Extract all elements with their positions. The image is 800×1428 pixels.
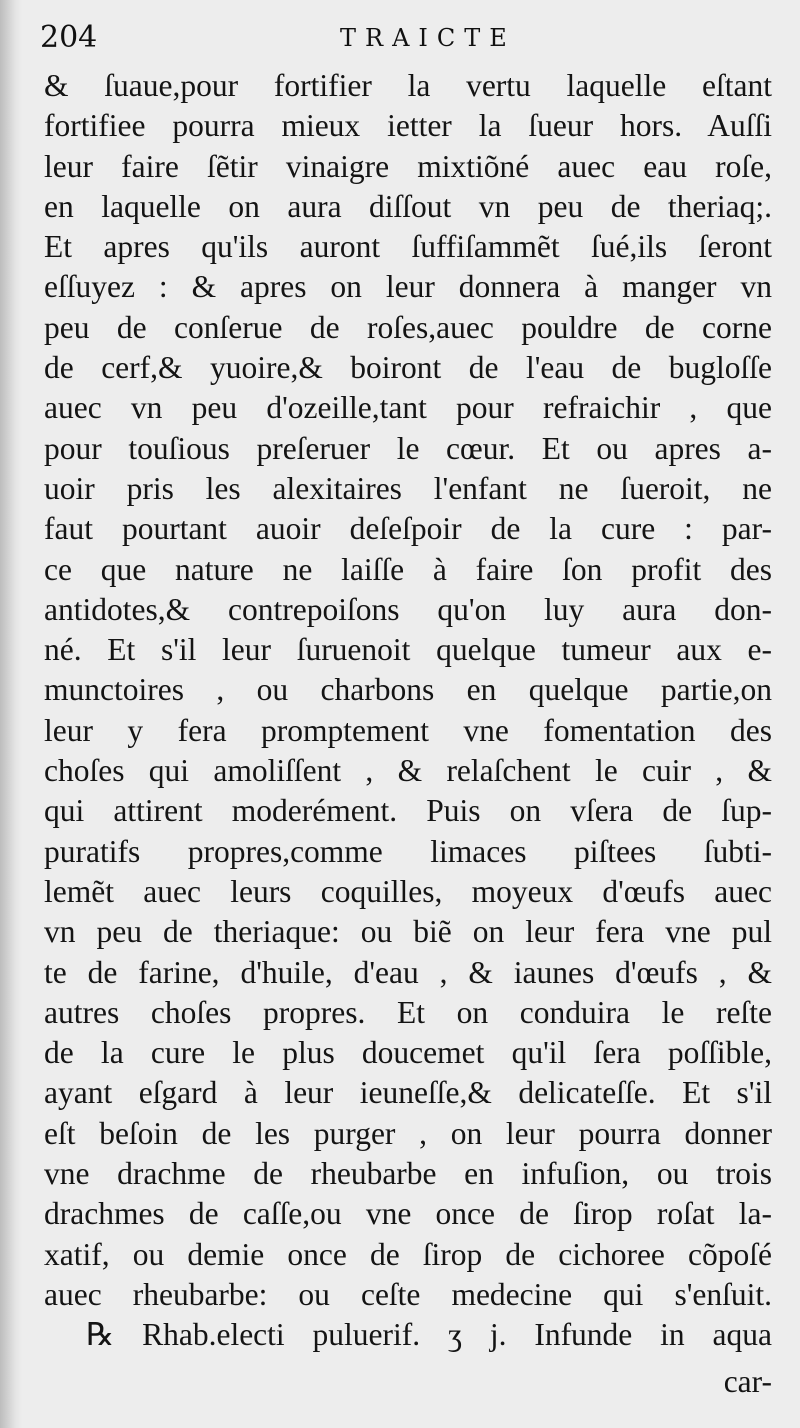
text-line: Et apres qu'ils auront ſuffiſammẽt ſué,ils ſeront	[44, 229, 772, 265]
text-line: choſes qui amoliſſent , & relaſchent le cuir , &	[44, 753, 772, 789]
text-line: uoir pris les alexitaires l'enfant ne ſueroit, ne	[44, 470, 772, 506]
running-head: TRAICTE	[340, 24, 516, 52]
text-line: te de farine, d'huile, d'eau , & iaunes d'œufs , &	[44, 954, 772, 990]
page-header	[40, 18, 780, 58]
page-number: 204	[40, 20, 98, 55]
recipe-line: ℞ Rhab.electi puluerif. ʒ j. Infunde in aqua	[86, 1317, 772, 1353]
body-text	[44, 66, 772, 1402]
text-line: auec vn peu d'ozeille,tant pour refraichir , que	[44, 390, 772, 426]
text-line: ce que nature ne laiſſe à faire ſon profit des	[44, 551, 772, 587]
text-line: pour touſious preſeruer le cœur. Et ou apres a-	[44, 430, 772, 466]
text-line: lemẽt auec leurs coquilles, moyeux d'œufs auec	[44, 873, 772, 909]
text-line: drachmes de caſſe,ou vne once de ſirop roſat la-	[44, 1196, 772, 1232]
text-line: munctoires , ou charbons en quelque partie,on	[44, 672, 772, 708]
text-line: leur faire ſẽtir vinaigre mixtiõné auec eau roſe,	[44, 148, 772, 184]
text-line: eſſuyez : & apres on leur donnera à manger vn	[44, 269, 772, 305]
text-line: qui attirent moderément. Puis on vſera de ſup-	[44, 793, 772, 829]
text-line: fortifiee pourra mieux ietter la ſueur hors. Auſſi	[44, 108, 772, 144]
text-line: né. Et s'il leur ſuruenoit quelque tumeur aux e-	[44, 632, 772, 668]
text-line: ayant eſgard à leur ieuneſſe,& delicateſſe. Et s'il	[44, 1075, 772, 1111]
page-gutter-edge	[0, 0, 22, 1428]
text-line: de cerf,& yuoire,& boiront de l'eau de bugloſſe	[44, 350, 772, 386]
text-line: auec rheubarbe: ou ceſte medecine qui s'enſuit.	[44, 1276, 772, 1312]
text-line: vn peu de theriaque: ou biẽ on leur fera vne pul	[44, 914, 772, 950]
text-line: leur y fera promptement vne fomentation des	[44, 712, 772, 748]
text-line: antidotes,& contrepoiſons qu'on luy aura don-	[44, 591, 772, 627]
text-line: & ſuaue,pour fortifier la vertu laquelle eſtant	[44, 68, 772, 103]
text-line: de la cure le plus doucemet qu'il ſera poſſible,	[44, 1035, 772, 1071]
text-line: peu de conſerue de roſes,auec pouldre de corne	[44, 309, 772, 345]
text-line: xatif, ou demie once de ſirop de cichoree cõpoſé	[44, 1236, 772, 1272]
text-line: vne drachme de rheubarbe en infuſion, ou trois	[44, 1156, 772, 1192]
text-line: faut pourtant auoir deſeſpoir de la cure : par-	[44, 511, 772, 547]
text-line: puratifs propres,comme limaces piſtees ſubti-	[44, 833, 772, 869]
text-line: autres choſes propres. Et on conduira le reſte	[44, 994, 772, 1030]
text-line: eſt beſoin de les purger , on leur pourra donner	[44, 1115, 772, 1151]
text-line: en laquelle on aura diſſout vn peu de theriaq;.	[44, 188, 772, 224]
catchword: car-	[723, 1363, 772, 1399]
